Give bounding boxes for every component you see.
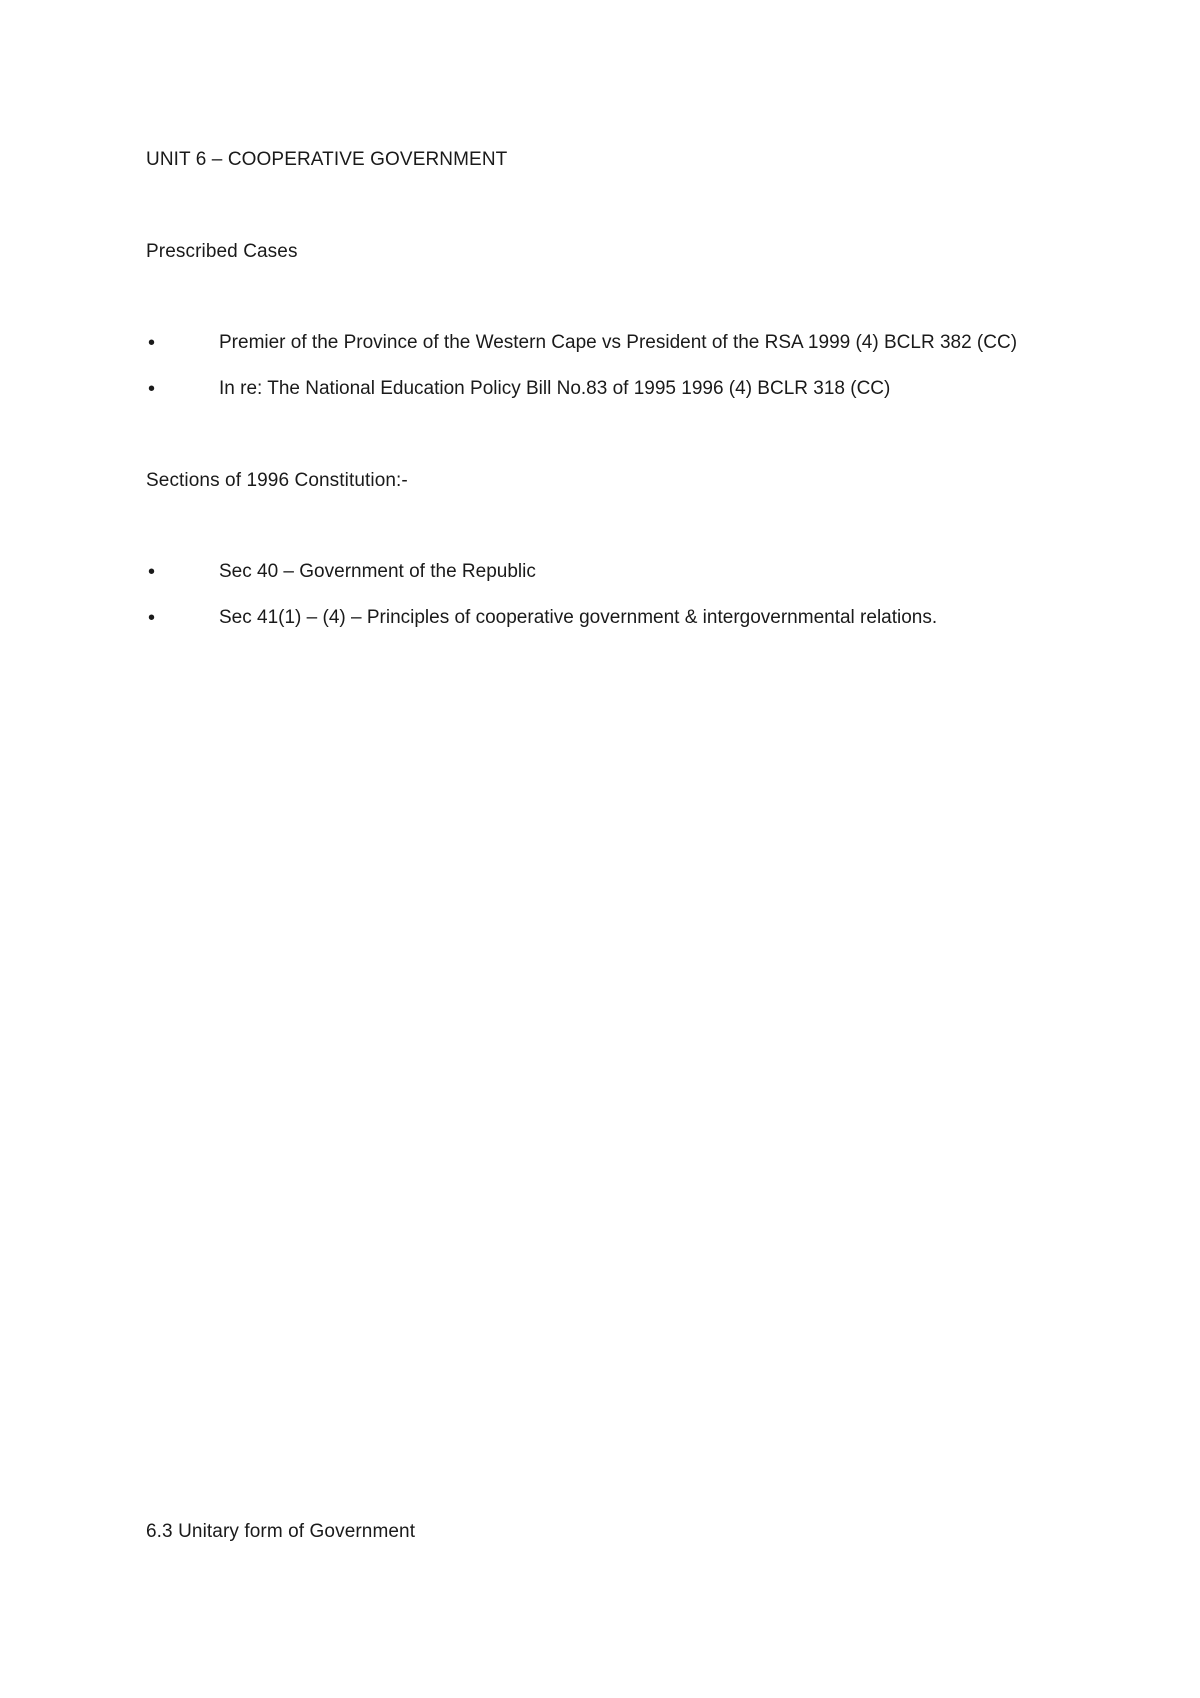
section-text: Sec 40 – Government of the Republic xyxy=(219,561,536,582)
bullet-icon: • xyxy=(148,561,156,583)
section-text: Sec 41(1) – (4) – Principles of cooperative government & intergovernmental relations. xyxy=(219,607,938,628)
unit-heading: UNIT 6 – COOPERATIVE GOVERNMENT xyxy=(146,149,508,170)
sections-heading: Sections of 1996 Constitution:- xyxy=(146,470,408,491)
prescribed-cases-heading: Prescribed Cases xyxy=(146,241,298,262)
bullet-icon: • xyxy=(148,332,156,354)
bullet-icon: • xyxy=(148,378,156,400)
case-text: Premier of the Province of the Western Cape vs President of the RSA 1999 (4) BCLR 382 (CC) xyxy=(219,332,1018,353)
case-text: In re: The National Education Policy Bill No.83 of 1995 1996 (4) BCLR 318 (CC) xyxy=(219,378,891,399)
bullet-icon: • xyxy=(148,607,156,629)
subsection-heading: 6.3 Unitary form of Government xyxy=(146,1521,416,1542)
